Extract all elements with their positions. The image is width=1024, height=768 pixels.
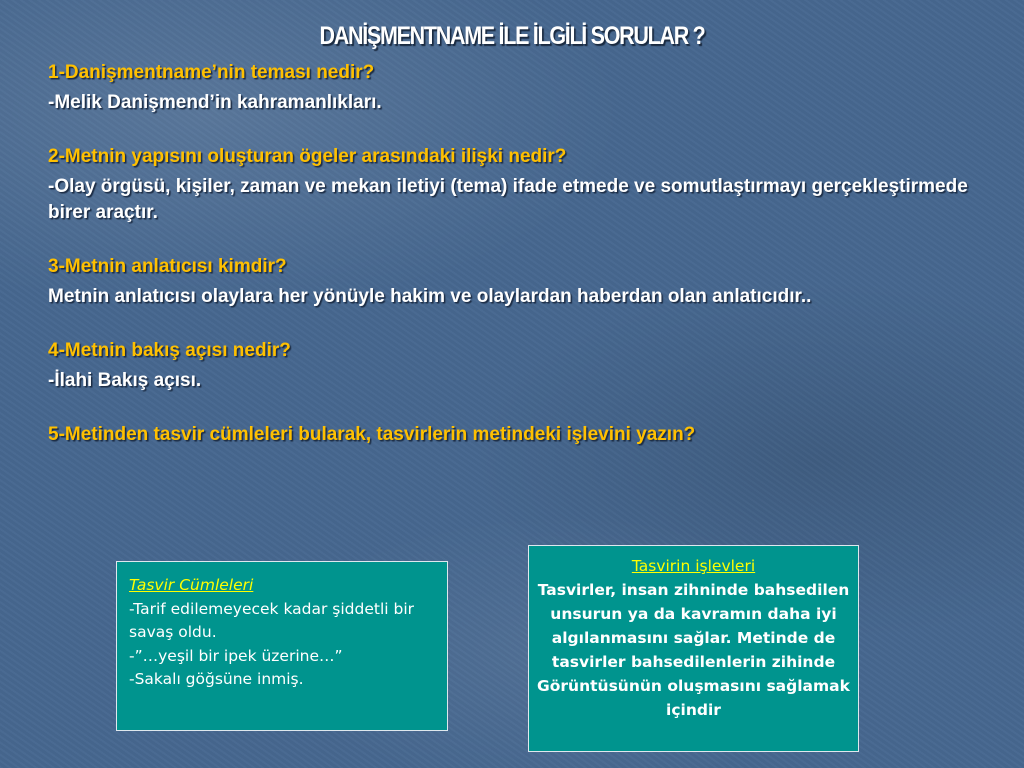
question-1: 1-Danişmentname’nin teması nedir? [48, 62, 375, 83]
tasvir-islevleri-body: Tasvirler, insan zihninde bahsedilen unsurun ya da kavramın daha iyi algılanmasını sağlar. Metinde de tasvirler bahsedilenlerin zihinde Görüntüsünün oluşmasını sağlamak içindir [537, 581, 850, 719]
tasvir-cumleleri-box [116, 561, 448, 731]
answer-3: Metnin anlatıcısı olaylara her yönüyle hakim ve olaylardan haberdan olan anlatıcıdır.. [48, 286, 812, 307]
question-5: 5-Metinden tasvir cümleleri bularak, tasvirlerin metindeki işlevini yazın? [48, 424, 696, 445]
tasvir-cumlesi: -”…yeşil bir ipek üzerine…” [129, 646, 343, 665]
answer-4: -İlahi Bakış açısı. [48, 370, 202, 391]
tasvir-islevleri-title: Tasvirin işlevleri [631, 557, 756, 575]
qa-list [48, 60, 978, 448]
question-2: 2-Metnin yapısını oluşturan ögeler arasındaki ilişki nedir? [48, 146, 567, 167]
answer-2: -Olay örgüsü, kişiler, zaman ve mekan iletiyi (tema) ifade etmede ve somutlaştırmayı gerçekleştirmede birer araçtır. [48, 176, 968, 223]
question-4: 4-Metnin bakış açısı nedir? [48, 340, 291, 361]
answer-1: -Melik Danişmend’in kahramanlıkları. [48, 92, 382, 113]
question-3: 3-Metnin anlatıcısı kimdir? [48, 256, 287, 277]
tasvir-cumleleri-title: Tasvir Cümleleri [129, 576, 254, 594]
tasvir-islevleri-box [528, 545, 859, 752]
tasvir-cumlesi: -Tarif edilemeyecek kadar şiddetli bir savaş oldu. [129, 599, 415, 641]
slide-title: DANİŞMENTNAME İLE İLGİLİ SORULAR ? [319, 22, 705, 50]
tasvir-cumlesi: -Sakalı göğsüne inmiş. [129, 670, 304, 688]
